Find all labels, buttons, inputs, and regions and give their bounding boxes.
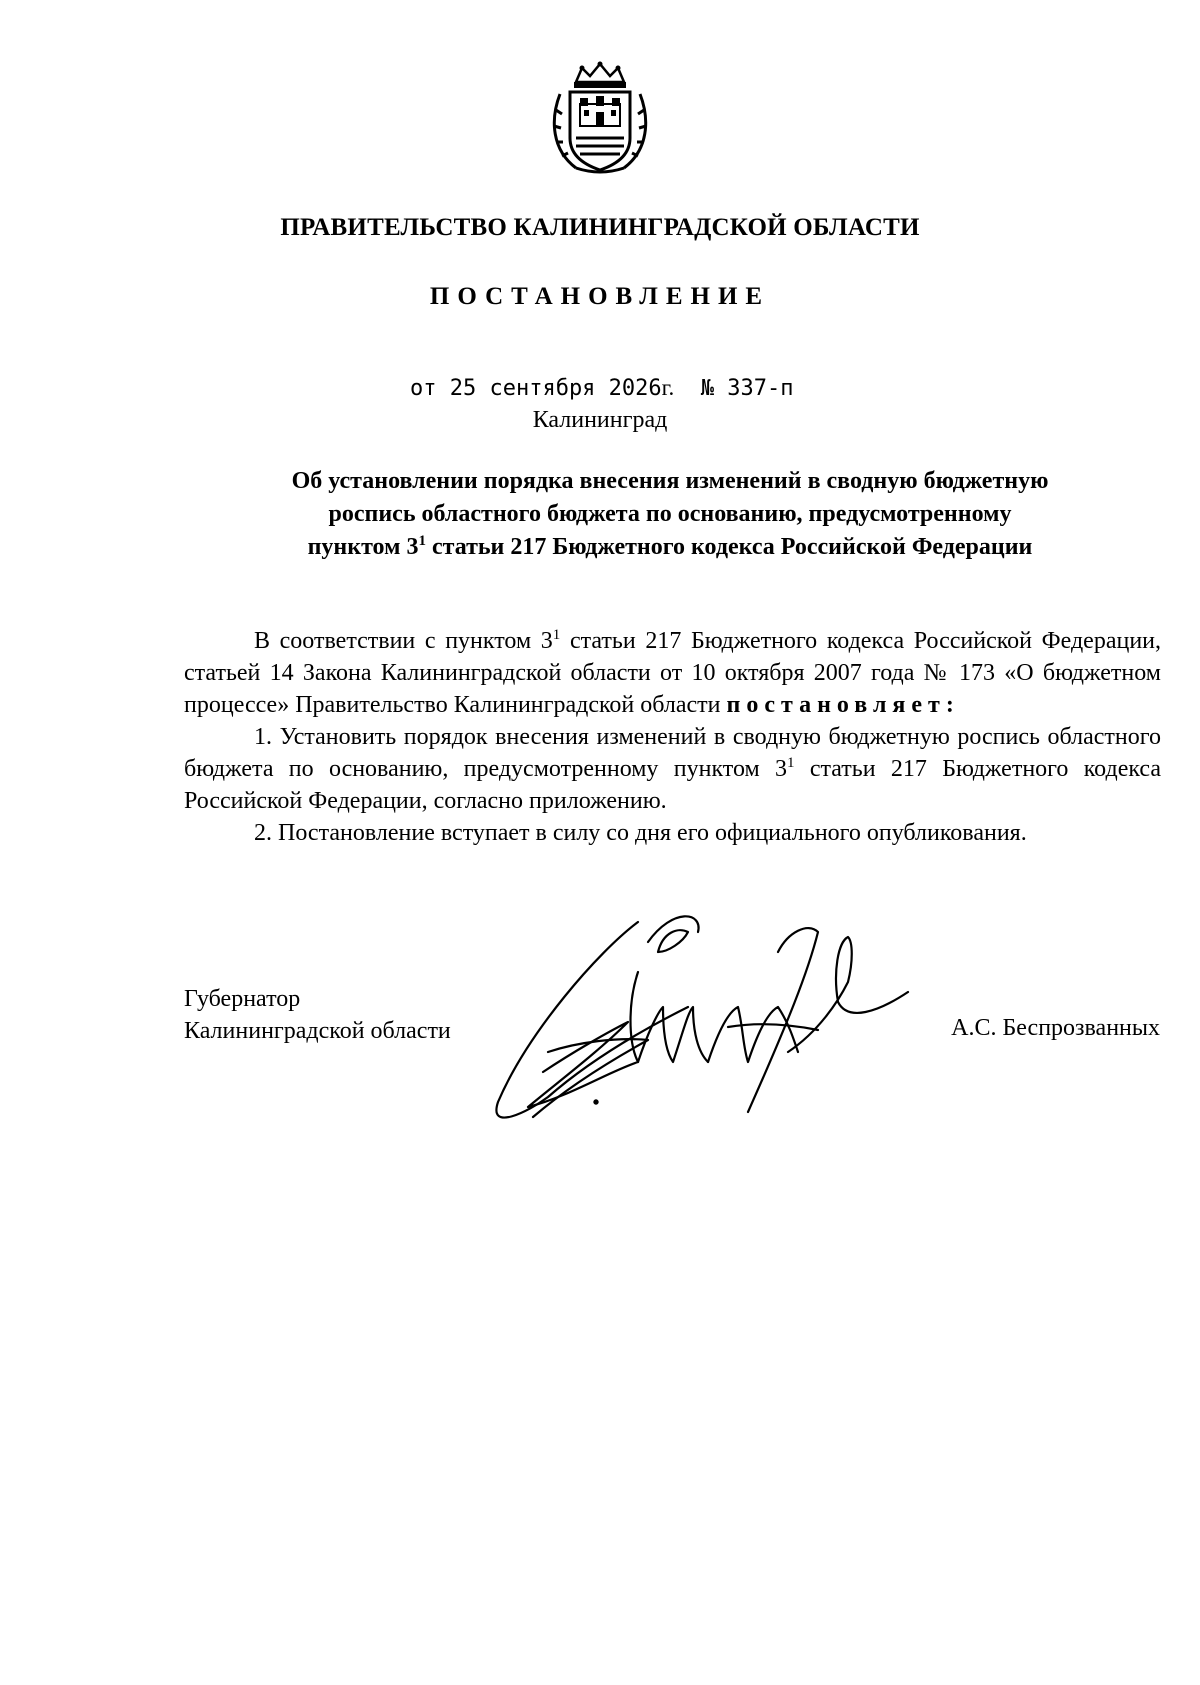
signatory-title bbox=[184, 983, 451, 1047]
preamble-end: статьи 217 Бюджетного кодекса Российской Федерации, статьей 14 Закона Калининградской области от 10 октября 2007 года № 173 «О бюджетном процессе» Правительство Калининградской области bbox=[184, 628, 1162, 718]
superscript: 1 bbox=[552, 627, 561, 643]
signatory-title-line-1: Губернатор bbox=[184, 986, 301, 1012]
document-type: ПОСТАНОВЛЕНИЕ bbox=[429, 283, 771, 310]
preamble bbox=[184, 625, 1161, 721]
city: Калининград bbox=[532, 407, 668, 433]
date-number-line bbox=[410, 375, 793, 401]
subject-line-2: роспись областного бюджета по основанию, предусмотренному bbox=[328, 501, 1012, 527]
item-1-start: 1. Установить порядок внесения изменений в сводную бюджетную роспись областного бюджета по основанию, предусмотренному пунктом 3 bbox=[184, 724, 1161, 782]
resolves-word: постановляет: bbox=[726, 692, 960, 718]
superscript: 1 bbox=[418, 533, 426, 549]
year-suffix: г. bbox=[661, 375, 675, 400]
subject-line-3-end: статьи 217 Бюджетного кодекса Российской Федерации bbox=[425, 534, 1033, 560]
handwritten-signature-icon bbox=[488, 912, 928, 1147]
superscript: 1 bbox=[787, 755, 795, 771]
signatory-name: А.С. Беспрозванных bbox=[951, 1015, 1160, 1041]
item-1-end: статьи 217 Бюджетного кодекса Российской Федерации, согласно приложению. bbox=[184, 756, 1162, 814]
subject-line-3 bbox=[200, 531, 1140, 564]
subject-line-1: Об установлении порядка внесения изменений в сводную бюджетную bbox=[291, 468, 1049, 494]
signatory-title-line-2: Калининградской области bbox=[184, 1018, 451, 1044]
organization-title: ПРАВИТЕЛЬСТВО КАЛИНИНГРАДСКОЙ ОБЛАСТИ bbox=[280, 214, 920, 241]
document-subject bbox=[200, 465, 1140, 564]
document-date: от 25 сентября 2026 bbox=[410, 376, 662, 401]
document-number: № 337-п bbox=[700, 376, 794, 401]
preamble-start: В соответствии с пунктом 3 bbox=[254, 628, 553, 654]
item-2: 2. Постановление вступает в силу со дня его официального опубликования. bbox=[254, 820, 1027, 846]
item-1 bbox=[184, 721, 1161, 817]
subject-line-3-start: пунктом 3 bbox=[307, 534, 419, 560]
kaliningrad-coat-of-arms-icon bbox=[546, 60, 654, 180]
document-body bbox=[184, 625, 1161, 849]
